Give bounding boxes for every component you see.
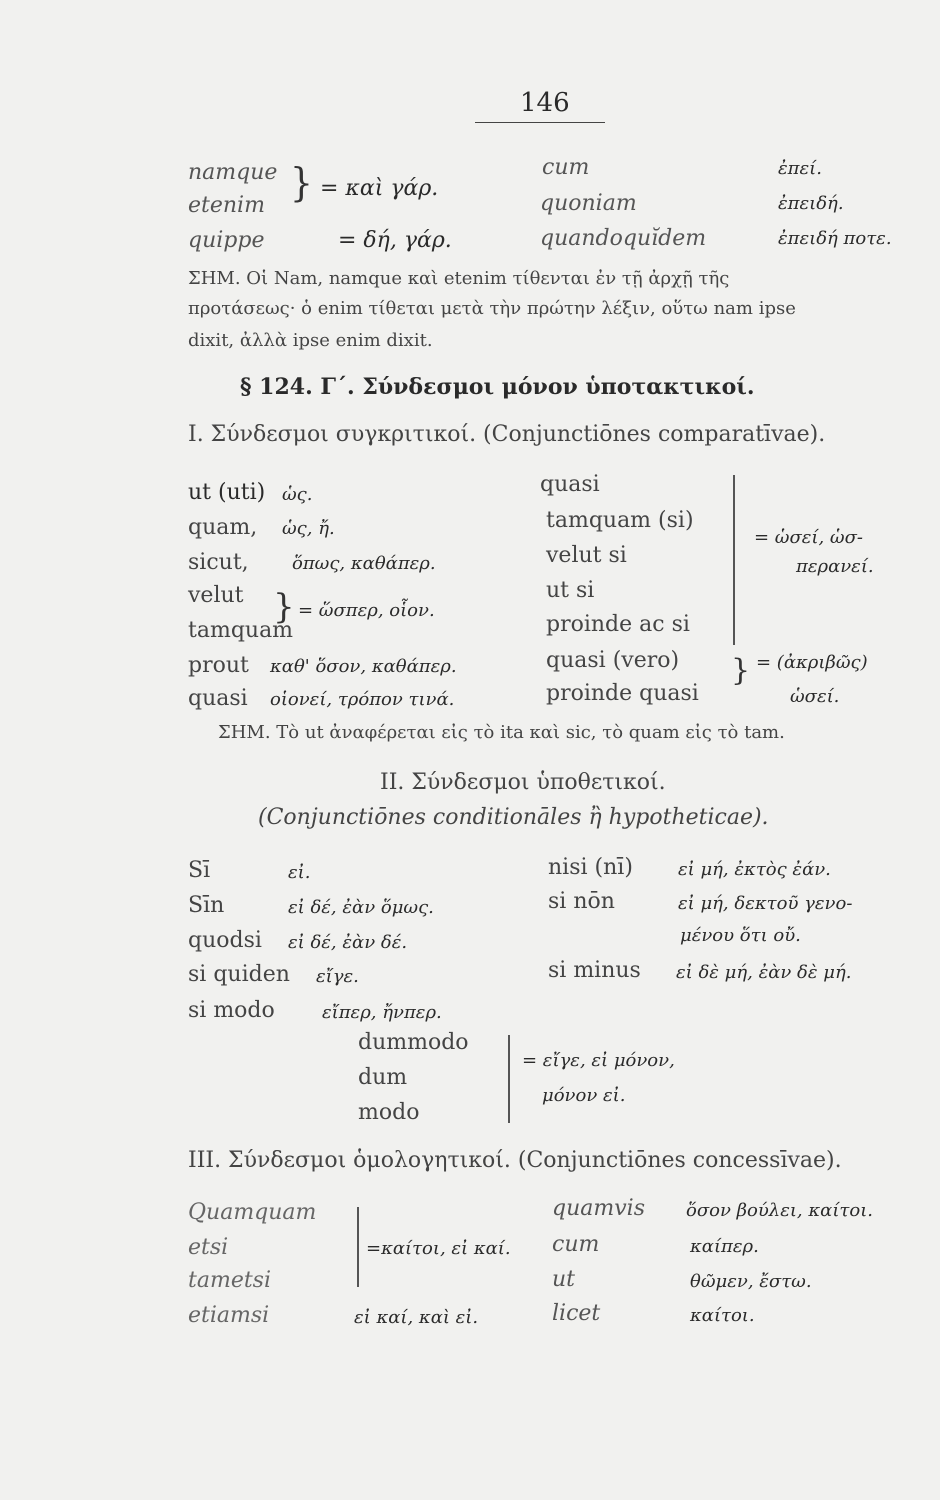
section-heading: § 124. Γ΄. Σύνδεσμοι μόνον ὑποτακτικοί. — [240, 374, 755, 400]
gloss-monon-ei: μόνον εἰ. — [542, 1085, 626, 1106]
comp-sicut: sicut, — [188, 550, 249, 575]
latin-quoniam: quoniam — [540, 191, 637, 216]
conc-cum-greek: καίπερ. — [690, 1236, 759, 1257]
gloss-hosper: = ὥσπερ, οἷον. — [298, 600, 435, 621]
brace-velut: } — [273, 587, 295, 627]
conc-etiamsi: etiamsi — [188, 1303, 270, 1328]
gloss-eige: = εἴγε, εἰ μόνον, — [522, 1050, 675, 1071]
note2: ΣΗΜ. Τὸ ut ἀναφέρεται εἰς τὸ ita καὶ sic, τὸ quam εἰς τὸ tam. — [218, 722, 785, 743]
note1-line3: dixit, ἀλλὰ ipse enim dixit. — [188, 330, 433, 351]
comp-prout: prout — [188, 653, 249, 678]
cond-nisi: nisi (nī) — [548, 855, 633, 880]
latin-quandoquidem: quandoquĭdem — [540, 226, 707, 251]
comp-quam: quam, — [188, 515, 258, 540]
sub3-heading: III. Σύνδεσμοι ὁμολογητικοί. (Conjunctiōnes concessīvae). — [188, 1148, 842, 1173]
cond-si-non: si nōn — [548, 889, 615, 914]
conc-quamvis-greek: ὅσον βούλει, καίτοι. — [686, 1200, 873, 1221]
cond-si-minus-greek: εἰ δὲ μή, ἐὰν δὲ μή. — [676, 962, 852, 983]
gloss-quippe: = δή, γάρ. — [338, 228, 452, 253]
gloss-kai-gar: = καὶ γάρ. — [320, 176, 439, 201]
gloss-akribos-a: = (ἀκριβῶς) — [756, 652, 868, 673]
latin-namque: namque — [188, 160, 278, 185]
conc-licet: licet — [552, 1301, 601, 1326]
dum-bracket-line — [508, 1035, 510, 1123]
comp-velut: velut — [188, 583, 244, 608]
cond-si-minus: si minus — [548, 958, 641, 983]
cond-dummodo: dummodo — [358, 1030, 469, 1055]
conc-ut: ut — [552, 1267, 576, 1292]
cond-sin: Sīn — [188, 893, 225, 918]
cond-si: Sī — [188, 858, 211, 883]
comp-right-tamquam-si: tamquam (si) — [546, 508, 694, 533]
conc-ut-greek: θῶμεν, ἔστω. — [690, 1271, 812, 1292]
conc-quamquam: Quamquam — [188, 1200, 317, 1225]
comp-quam-greek: ὡς, ἤ. — [282, 518, 335, 539]
gloss-kaitoi: =καίτοι, εἰ καί. — [366, 1238, 511, 1259]
comp-ut-greek: ὡς. — [282, 484, 313, 505]
latin-etenim: etenim — [188, 193, 265, 218]
page-number-rule — [475, 122, 605, 123]
greek-epei: ἐπεί. — [778, 158, 822, 179]
page-number: 146 — [520, 88, 570, 118]
cond-sin-greek: εἰ δέ, ἐὰν ὅμως. — [288, 897, 434, 918]
brace-namque: } — [290, 160, 313, 206]
gloss-hosei-b: περανεί. — [796, 556, 874, 577]
cond-modo: modo — [358, 1100, 420, 1125]
cond-si-quiden-greek: εἴγε. — [316, 966, 359, 987]
latin-quippe: quippe — [188, 228, 265, 253]
cond-nisi-greek: εἰ μή, ἐκτὸς ἐάν. — [678, 859, 831, 880]
note1-line2: προτάσεως· ὁ enim τίθεται μετὰ τὴν πρώτην λέξιν, οὕτω nam ipse — [188, 298, 796, 319]
cond-si-non-greek: εἰ μή, δεκτοῦ γενο- — [678, 893, 853, 914]
conc-etsi: etsi — [188, 1235, 229, 1260]
cond-quodsi-greek: εἰ δέ, ἐὰν δέ. — [288, 932, 408, 953]
sub1-heading: I. Σύνδεσμοι συγκριτικοί. (Conjunctiōnes comparatīvae). — [188, 422, 826, 447]
comp-sicut-greek: ὅπως, καθάπερ. — [292, 553, 436, 574]
comp-right-ut-si: ut si — [546, 578, 595, 603]
cond-si-modo: si modo — [188, 998, 275, 1023]
cond-dum: dum — [358, 1065, 408, 1090]
comp-right-velut-si: velut si — [546, 543, 627, 568]
comp-right-quasi: quasi — [540, 472, 600, 497]
gloss-hosei-a: = ὡσεί, ὡσ- — [754, 527, 863, 548]
conc-bracket-line — [357, 1207, 359, 1287]
conc-quamvis: quamvis — [552, 1196, 645, 1221]
cond-si-non-greek-cont: μένου ὅτι οὔ. — [680, 925, 801, 946]
comp-ut: ut (uti) — [188, 480, 266, 505]
comp-quasi: quasi — [188, 686, 248, 711]
latin-cum: cum — [542, 155, 590, 180]
comp-bracket-line — [733, 475, 735, 645]
gloss-ei-kai: εἰ καί, καὶ εἰ. — [354, 1307, 479, 1328]
comp-quasi-greek: οἱονεί, τρόπον τινά. — [270, 689, 455, 710]
conc-licet-greek: καίτοι. — [690, 1305, 755, 1326]
cond-quodsi: quodsi — [188, 928, 262, 953]
comp-right-proinde-quasi: proinde quasi — [546, 681, 699, 706]
comp-right-quasi-vero: quasi (vero) — [546, 648, 680, 673]
cond-si-greek: εἰ. — [288, 862, 311, 883]
cond-si-modo-greek: εἴπερ, ἤνπερ. — [322, 1002, 442, 1023]
comp-prout-greek: καθ' ὅσον, καθάπερ. — [270, 656, 457, 677]
conc-tametsi: tametsi — [188, 1268, 272, 1293]
comp-right-proinde-ac-si: proinde ac si — [546, 612, 690, 637]
greek-epeide-pote: ἐπειδή ποτε. — [778, 228, 892, 249]
note1-line1: ΣΗΜ. Οἱ Nam, namque καὶ etenim τίθενται ἐν τῇ ἀρχῇ τῆς — [188, 268, 730, 289]
sub2-heading-a: II. Σύνδεσμοι ὑποθετικοί. — [380, 770, 666, 795]
cond-si-quiden: si quiden — [188, 962, 290, 987]
gloss-akribos-b: ὡσεί. — [790, 686, 840, 707]
conc-cum: cum — [552, 1232, 600, 1257]
sub2-heading-b: (Conjunctiōnes conditionāles ἢ hypotheticae). — [258, 805, 769, 830]
brace-quasi-vero: } — [731, 653, 751, 688]
greek-epeide: ἐπειδή. — [778, 193, 844, 214]
comp-tamquam: tamquam — [188, 618, 294, 643]
